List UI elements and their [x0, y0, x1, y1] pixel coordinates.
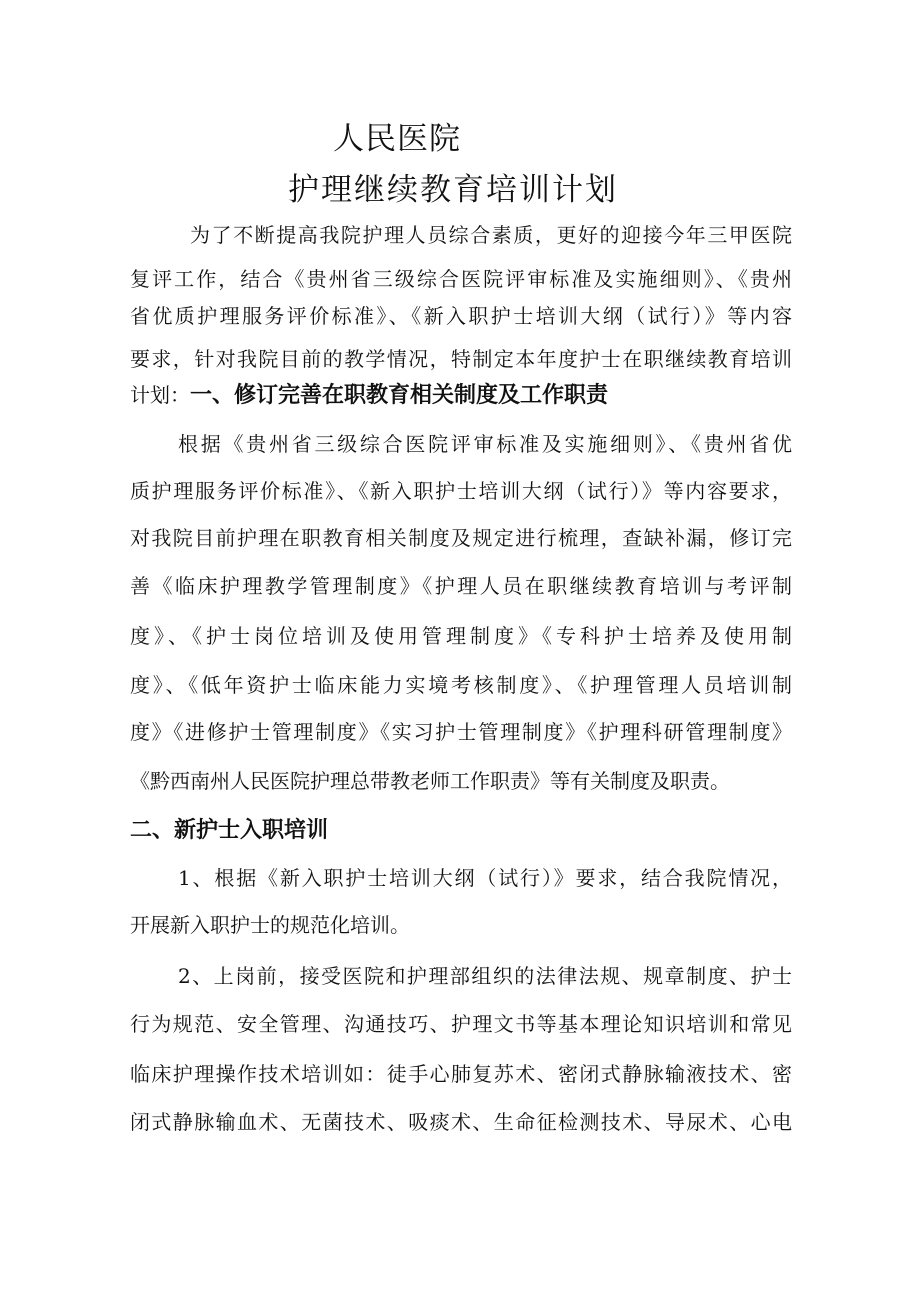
section-2-item-2-line: 闭式静脉输血术、无菌技术、吸痰术、生命征检测技术、导尿术、心电	[130, 1110, 792, 1134]
intro-line: 要求，针对我院目前的教学情况，特制定本年度护士在职继续教育培训	[130, 347, 792, 371]
section-1-line: 善《临床护理教学管理制度》《护理人员在职继续教育培训与考评制	[130, 574, 792, 598]
section-2-item-2-line: 临床护理操作技术培训如：徒手心肺复苏术、密闭式静脉输液技术、密	[130, 1062, 792, 1086]
document-title-plan: 护理继续教育培训计划	[288, 172, 618, 208]
section-1-line: 度》、《低年资护士临床能力实境考核制度》、《护理管理人员培训制	[130, 673, 792, 697]
section-1-heading: 一、修订完善在职教育相关制度及工作职责	[190, 383, 609, 408]
section-2-heading: 二、新护士入职培训	[130, 818, 329, 843]
section-1-line: 《黔西南州人民医院护理总带教老师工作职责》等有关制度及职责。	[130, 769, 730, 793]
intro-line: 为了不断提高我院护理人员综合素质，更好的迎接今年三甲医院	[190, 223, 792, 247]
section-2-item-1-line: 1、根据《新入职护士培训大纲（试行）》要求，结合我院情况，	[178, 866, 792, 890]
document-title-hospital: 人民医院	[333, 121, 461, 157]
section-1-line: 质护理服务评价标准》、《新入职护士培训大纲（试行）》等内容要求，	[130, 479, 792, 503]
intro-line: 复评工作，结合《贵州省三级综合医院评审标准及实施细则》、《贵州	[130, 267, 792, 291]
intro-line: 省优质护理服务评价标准》、《新入职护士培训大纲（试行）》等内容	[130, 304, 792, 328]
intro-last-prefix: 计划：	[130, 383, 190, 407]
section-1-line: 根据《贵州省三级综合医院评审标准及实施细则》、《贵州省优	[178, 432, 792, 456]
section-2-item-2-line: 2、上岗前，接受医院和护理部组织的法律法规、规章制度、护士	[178, 964, 792, 988]
section-2-item-1-line: 开展新入职护士的规范化培训。	[130, 913, 410, 937]
intro-last-line	[130, 378, 792, 409]
section-1-line: 度》《进修护士管理制度》《实习护士管理制度》《护理科研管理制度》	[130, 720, 792, 744]
section-2-item-2-line: 行为规范、安全管理、沟通技巧、护理文书等基本理论知识培训和常见	[130, 1012, 792, 1036]
section-1-line: 度》、《护士岗位培训及使用管理制度》《专科护士培养及使用制	[130, 624, 792, 648]
section-1-line: 对我院目前护理在职教育相关制度及规定进行梳理，查缺补漏，修订完	[130, 526, 792, 550]
